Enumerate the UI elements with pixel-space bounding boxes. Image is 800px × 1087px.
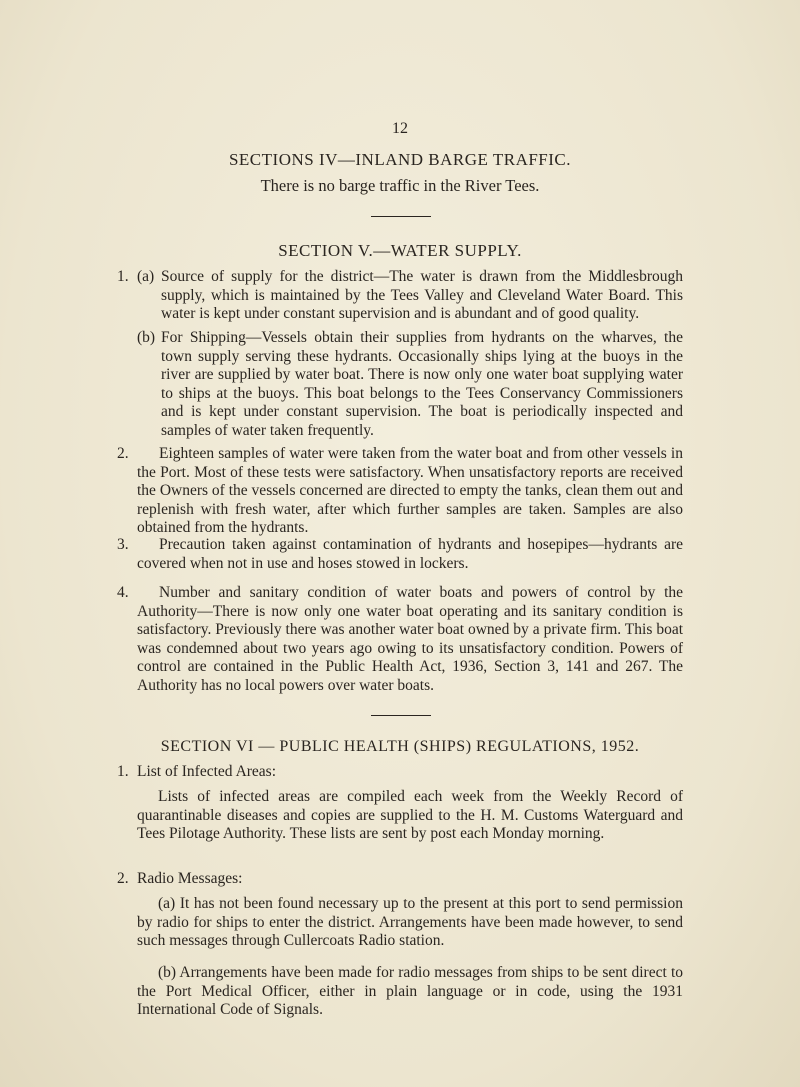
item-number: 4. [117,584,129,601]
water-source-text: Source of supply for the district—The water is drawn from the Middlesbrough supply, which is maintained by the Tees Valley and Cleveland Water Board. This water is kept under constant supervision and is abundant and of good quality. [161,268,683,322]
section-iv-text: There is no barge traffic in the River Tees. [260,176,540,195]
section-v-heading: SECTION V.—WATER SUPPLY. [278,241,522,260]
sub-label: (b) [137,329,156,346]
samples-text: Eighteen samples of water were taken from the water boat and from other vessels in the Port. Most of these tests were satisfactory. When unsatisfactory reports are received the Owners of the vessels concerned are directed to empty the tanks, clean them out and replenish with fresh water, after which further samples are taken. Samples are also obtained from the hydrants. [137,445,683,536]
radio-permission-text: (a) It has not been found necessary up to the present at this port to send permission by radio for ships to enter the district. Arrangements have been made however, to send such messages through Cullercoats Radio station. [137,895,683,949]
item-title: Radio Messages: [137,870,243,887]
divider [371,715,431,716]
sub-label: (a) [137,268,155,285]
radio-messages-text: (b) Arrangements have been made for radio messages from ships to be sent direct to the Port Medical Officer, either in plain language or in code, using the 1931 International Code of Signals. [137,964,683,1018]
water-boats-text: Number and sanitary condition of water boats and powers of control by the Authority—There is now only one water boat operating and its sanitary condition is satisfactory. Previously there was another water boat owned by a private firm. This boat was condemned about two years ago owing to its unsatisfactory condition. Powers of control are contained in the Public Health Act, 1936, Section 3, 141 and 267. The Authority has no local powers over water boats. [137,584,683,694]
item-number: 1. [117,763,129,780]
item-number: 2. [117,445,129,462]
infected-areas-text: Lists of infected areas are compiled each week from the Weekly Record of quarantinable diseases and copies are supplied to the H. M. Customs Waterguard and Tees Pilotage Authority. These lists are sent by post each Monday morning. [137,788,683,842]
item-number: 1. [117,268,129,285]
section-vi-heading: SECTION VI — PUBLIC HEALTH (SHIPS) REGULATIONS, 1952. [160,738,640,755]
page-number: 12 [392,120,408,137]
section-iv-heading: SECTIONS IV—INLAND BARGE TRAFFIC. [228,150,572,169]
item-number: 2. [117,870,129,887]
precaution-text: Precaution taken against contamination of hydrants and hosepipes—hydrants are covered when not in use and hoses stowed in lockers. [137,536,683,572]
divider [371,216,431,217]
item-number: 3. [117,536,129,553]
shipping-supply-text: For Shipping—Vessels obtain their supplies from hydrants on the wharves, the town supply serving these hydrants. Occasionally ships lying at the buoys in the river are supplied by water boat. There is now only one water boat supplying water to ships at the buoys. This boat belongs to the Tees Conservancy Commissioners and is kept under constant supervision. The boat is periodically inspected and samples of water taken frequently. [161,329,683,439]
item-title: List of Infected Areas: [137,763,277,780]
